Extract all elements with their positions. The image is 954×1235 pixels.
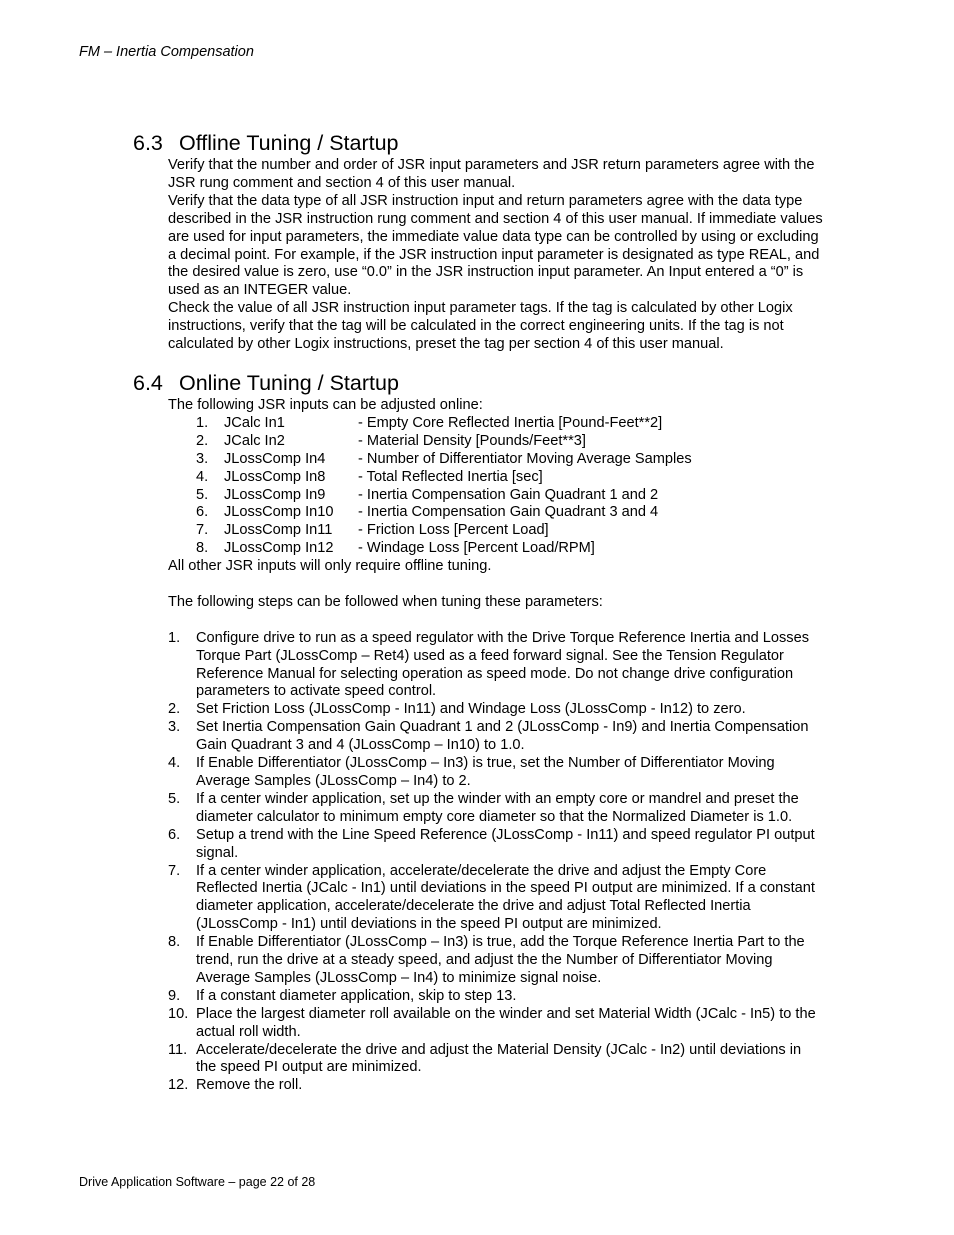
step-number: 8.	[168, 934, 181, 951]
list-item	[168, 934, 823, 988]
param-desc: - Friction Loss [Percent Load]	[358, 522, 549, 539]
item-number: 3.	[196, 450, 209, 467]
item-number: 7.	[196, 522, 209, 539]
step-number: 1.	[168, 629, 181, 646]
section-number: 6.3	[133, 131, 163, 155]
step-number: 9.	[168, 987, 181, 1004]
step-number: 4.	[168, 755, 181, 772]
param-desc: - Windage Loss [Percent Load/RPM]	[358, 540, 595, 557]
list-item	[168, 415, 823, 433]
param-desc: - Inertia Compensation Gain Quadrant 1 and 2	[358, 486, 659, 503]
list-item	[168, 630, 823, 702]
list-item	[168, 504, 823, 522]
step-number: 3.	[168, 719, 181, 736]
page-content	[133, 129, 823, 1095]
step-number: 7.	[168, 862, 181, 879]
list-item	[168, 863, 823, 935]
steps-intro: The following steps can be followed when tuning these parameters:	[168, 593, 603, 610]
item-number: 4.	[196, 468, 209, 485]
step-number: 6.	[168, 826, 181, 843]
step-text: Set Inertia Compensation Gain Quadrant 1 and 2 (JLossComp - In9) and Inertia Compensation Gain Quadrant 3 and 4 (JLossComp – In10) to 1.0.	[196, 719, 809, 754]
step-text: If a center winder application, accelerate/decelerate the drive and adjust the Empty Core Reflected Inertia (JCalc - In1) until deviations in the speed PI output are minimized. If a constant diameter application, accelerate/decelerate the drive and adjust Total Reflected Inertia (JLossComp - In1) until deviations in the speed PI output are minimized.	[196, 862, 815, 933]
param-desc: - Material Density [Pounds/Feet**3]	[358, 432, 586, 449]
paragraph: Check the value of all JSR instruction input parameter tags. If the tag is calculated by other Logix instructions, verify that the tag will be calculated in the correct engineering units. If the tag is not calculated by other Logix instructions, preset the tag per section 4 of this user manual.	[168, 300, 793, 353]
step-number: 2.	[168, 701, 181, 718]
step-text: Configure drive to run as a speed regulator with the Drive Torque Reference Inertia and Losses Torque Part (JLossComp – Ret4) used as a feed forward signal. See the Tension Regulator Reference Manual for selecting operation as speed mode. Do not change drive configuration parameters to activate speed control.	[196, 629, 810, 700]
step-text: Place the largest diameter roll available on the winder and set Material Width (JCalc - In5) to the actual roll width.	[196, 1005, 816, 1040]
param-name: JCalc In1	[224, 414, 285, 431]
step-text: If a center winder application, set up the winder with an empty core or mandrel and preset the diameter calculator to minimum empty core diameter so that the Normalized Diameter is 1.0.	[196, 790, 799, 825]
item-number: 1.	[196, 414, 209, 431]
section-body-6-3	[168, 157, 823, 354]
step-text: Accelerate/decelerate the drive and adjust the Material Density (JCalc - In2) until deviations in the speed PI output are minimized.	[196, 1041, 802, 1076]
list-item	[168, 451, 823, 469]
item-number: 2.	[196, 432, 209, 449]
online-params-list	[168, 415, 823, 558]
section-title: Online Tuning / Startup	[179, 370, 399, 395]
step-text: If Enable Differentiator (JLossComp – In3) is true, set the Number of Differentiator Moving Average Samples (JLossComp – In4) to 2.	[196, 755, 775, 789]
param-name: JCalc In2	[224, 432, 285, 449]
step-number: 12.	[168, 1077, 189, 1094]
list-item	[168, 1042, 823, 1078]
page-header: FM – Inertia Compensation	[79, 44, 254, 60]
step-text: Set Friction Loss (JLossComp - In11) and Windage Loss (JLossComp - In12) to zero.	[196, 701, 746, 718]
section-title: Offline Tuning / Startup	[179, 131, 399, 155]
param-desc: - Total Reflected Inertia [sec]	[358, 468, 543, 485]
step-number: 5.	[168, 790, 181, 807]
param-desc: - Number of Differentiator Moving Average Samples	[358, 450, 692, 467]
list-item	[168, 827, 823, 863]
section-heading-6-3	[133, 129, 823, 157]
list-item	[168, 1006, 823, 1042]
paragraph: Verify that the number and order of JSR input parameters and JSR return parameters agree with the JSR rung comment and section 4 of this user manual.	[168, 157, 815, 191]
list-item	[168, 755, 823, 791]
list-item	[168, 433, 823, 451]
param-name: JLossComp In9	[224, 486, 326, 503]
list-item	[168, 701, 823, 719]
step-number: 11.	[168, 1041, 188, 1058]
page-footer: Drive Application Software – page 22 of 28	[79, 1175, 316, 1189]
item-number: 8.	[196, 540, 209, 557]
list-item	[168, 988, 823, 1006]
list-item	[168, 540, 823, 558]
param-name: JLossComp In11	[224, 522, 333, 539]
step-text: If Enable Differentiator (JLossComp – In3) is true, add the Torque Reference Inertia Part to the trend, run the drive at a steady speed, and adjust the the Number of Differentiator Moving Average Samples (JLossComp – In4) to minimize signal noise.	[196, 934, 805, 986]
step-text: If a constant diameter application, skip to step 13.	[196, 987, 517, 1004]
list-item	[168, 487, 823, 505]
param-desc: - Empty Core Reflected Inertia [Pound-Feet**2]	[358, 414, 663, 431]
param-name: JLossComp In8	[224, 468, 326, 485]
item-number: 6.	[196, 504, 209, 521]
list-item	[168, 1077, 823, 1095]
param-desc: - Inertia Compensation Gain Quadrant 3 and 4	[358, 504, 659, 521]
section-number: 6.4	[133, 370, 163, 395]
params-intro: The following JSR inputs can be adjusted online:	[168, 396, 483, 413]
step-text: Setup a trend with the Line Speed Reference (JLossComp - In11) and speed regulator PI output signal.	[196, 826, 815, 861]
list-item	[168, 522, 823, 540]
list-item	[168, 719, 823, 755]
section-body-6-4	[168, 397, 823, 1095]
section-heading-6-4	[133, 369, 823, 397]
item-number: 5.	[196, 486, 209, 503]
param-name: JLossComp In10	[224, 504, 334, 521]
list-item	[168, 469, 823, 487]
tuning-steps-list	[168, 630, 823, 1096]
step-number: 10.	[168, 1005, 189, 1022]
param-name: JLossComp In4	[224, 450, 326, 467]
param-name: JLossComp In12	[224, 540, 334, 557]
paragraph: Verify that the data type of all JSR instruction input and return parameters agree with the data type described in the JSR instruction rung comment and section 4 of this user manual. If immediate values are used for input parameters, the immediate value data type can be controlled by using or excluding a decimal point. For example, if the JSR instruction input parameter is designated as type REAL, and the desired value is zero, use “0.0” in the JSR instruction input parameter. An Input entered a “0” is used as an INTEGER value.	[168, 192, 823, 299]
after-params-text: All other JSR inputs will only require offline tuning.	[168, 558, 492, 575]
list-item	[168, 791, 823, 827]
step-text: Remove the roll.	[196, 1077, 303, 1094]
